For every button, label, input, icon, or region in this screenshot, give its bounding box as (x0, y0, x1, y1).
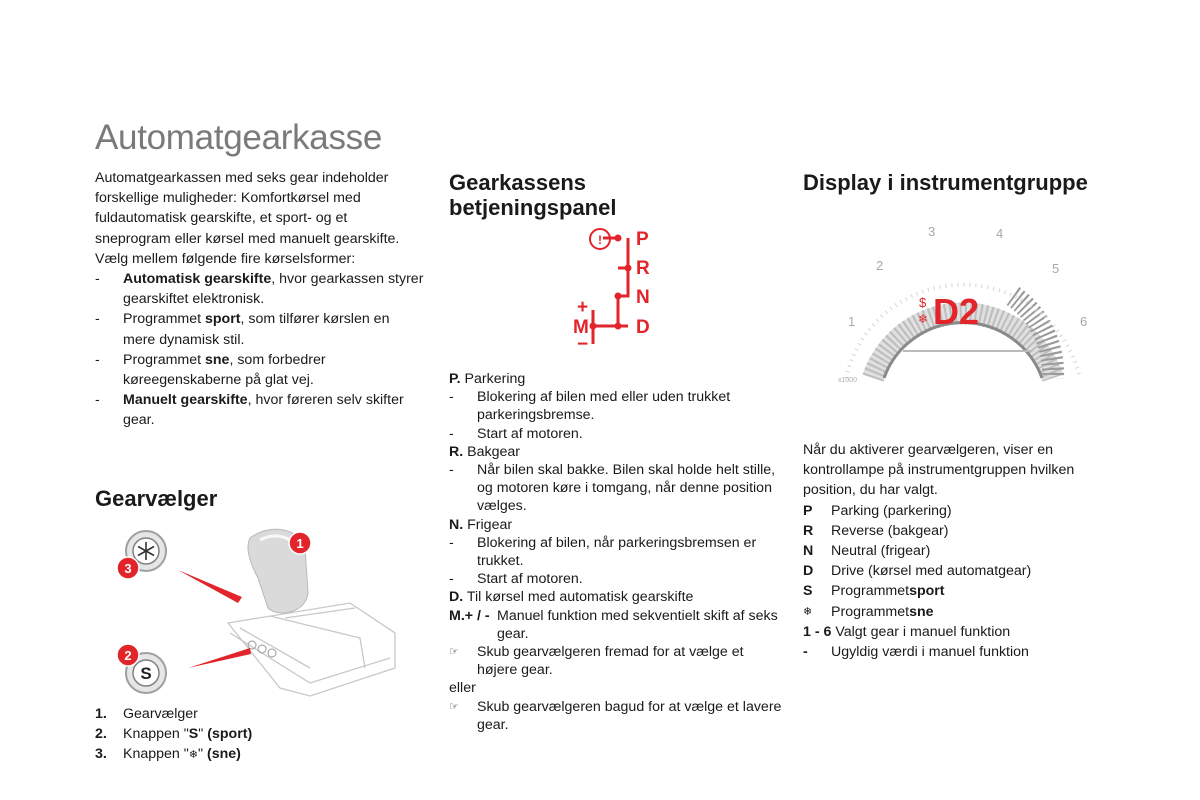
list-item: - Automatisk gearskifte, hvor gearkassen styrer gearskiftet elektronisk. (95, 271, 424, 308)
callout-2 (117, 644, 139, 666)
list-item: S Programmet sport (803, 583, 945, 600)
svg-text:S: S (140, 664, 152, 683)
display-heading: Display i instrumentgruppe (803, 170, 1088, 195)
entry-d: D. Til kørsel med automatisk gearskifte (449, 589, 694, 606)
svg-text:4: 4 (996, 226, 1004, 241)
list-item: 2. Knappen "S" (sport) (95, 726, 253, 743)
list-item: - Manuelt gearskifte, hvor føreren selv skifter gear. (95, 392, 404, 429)
gear-readout: D2 (933, 291, 980, 332)
tip-up: ☞ Skub gearvælgeren fremad for at vælge et højere gear. (449, 644, 744, 679)
entry-m: M.+ / - Manuel funktion med sekventielt skift af seks gear. (449, 607, 778, 642)
pointing-hand-icon: ☞ (449, 700, 459, 713)
intro-paragraph: Automatgearkassen med seks gear indeholder forskellige muligheder: Komfortkørsel med fuldautomatisk gearskifte, et sport- og et sneprogram eller kørsel med manuelt gearskifte. (95, 170, 400, 247)
page-title: Automatgearkasse (95, 118, 383, 157)
entry-r: R. Bakgear (449, 443, 520, 460)
instrument-display (828, 218, 1098, 388)
pointer-wedge-2 (188, 648, 251, 668)
intro-section (95, 168, 425, 431)
control-panel-section (449, 370, 784, 734)
display-intro: Når du aktiverer gearvælgeren, viser en kontrollampe på instrumentgruppen hvilken position, du har valgt. (803, 442, 1075, 499)
list-item: - Ugyldig værdi i manuel funktion (803, 644, 1029, 661)
callout-3 (117, 557, 139, 579)
list-item: ❄ Programmet sne (803, 602, 1113, 622)
snowflake-icon: ❄ (188, 749, 199, 762)
svg-text:M: M (573, 317, 589, 338)
svg-text:+: + (577, 297, 589, 318)
svg-text:3: 3 (124, 561, 132, 576)
mode-list (95, 269, 425, 431)
entry-n: N. Frigear (449, 516, 513, 533)
svg-text:2: 2 (124, 648, 132, 663)
gear-selector-legend (95, 704, 252, 766)
list-item: - Programmet sport, som tilfører kørslen en mere dynamisk stil. (95, 311, 390, 348)
snowflake-icon: ❄ (918, 312, 929, 326)
svg-text:6: 6 (1080, 314, 1088, 329)
svg-text:5: 5 (1052, 261, 1060, 276)
list-item: - Når bilen skal bakke. Bilen skal holde helt stille, og motoren køre i tomgang, når denne position vælges. (449, 462, 776, 515)
gear-selector-illustration (110, 518, 410, 703)
list-item: N Neutral (frigear) (803, 543, 931, 560)
svg-text:P: P (636, 229, 649, 250)
dollar-s-icon: $ (919, 295, 927, 310)
control-panel-heading: Gearkassens betjeningspanel (449, 170, 617, 220)
svg-text:1: 1 (296, 536, 304, 551)
svg-text:3: 3 (928, 224, 936, 239)
list-item: P Parking (parkering) (803, 502, 952, 519)
list-item: - Blokering af bilen, når parkeringsbremsen er trukket. (449, 534, 757, 570)
list-item: D Drive (kørsel med automatgear) (803, 563, 1032, 580)
list-item: - Start af motoren. (449, 425, 583, 442)
or-text: eller (449, 680, 476, 697)
tip-down: ☞ Skub gearvælgeren bagud for at vælge et lavere gear. (449, 698, 782, 733)
callout-1 (289, 532, 311, 554)
pointing-hand-icon: ☞ (449, 646, 459, 659)
list-item: - Start af motoren. (449, 571, 583, 588)
entry-p: P. Parkering (449, 371, 526, 387)
svg-text:x1000: x1000 (838, 377, 858, 384)
list-item: R Reverse (bakgear) (803, 522, 949, 539)
list-item: - Blokering af bilen med eller uden trukket parkeringsbremse. (449, 389, 731, 424)
list-item: 1. Gearvælger (95, 706, 198, 722)
intro-choose-text: Vælg mellem følgende fire kørselsformer: (95, 250, 356, 267)
gear-selector-heading: Gearvælger (95, 486, 218, 511)
svg-text:−: − (577, 334, 589, 354)
svg-text:2: 2 (876, 258, 884, 273)
svg-text:N: N (636, 287, 650, 308)
gear-gate-diagram (570, 226, 670, 354)
range-line: 1 - 6 Valgt gear i manuel funktion (803, 623, 1011, 640)
list-item: 3. Knappen "❄" (sne) (95, 746, 241, 763)
snowflake-icon: ❄ (803, 605, 813, 618)
svg-text:R: R (636, 258, 650, 279)
pointer-wedge-3 (178, 570, 242, 603)
list-item: - Programmet sne, som forbedrer køreegenskaberne på glat vej. (95, 351, 326, 389)
svg-text:1: 1 (848, 314, 856, 329)
svg-text:D: D (636, 317, 650, 338)
svg-text:!: ! (598, 233, 602, 247)
display-section (803, 440, 1113, 662)
